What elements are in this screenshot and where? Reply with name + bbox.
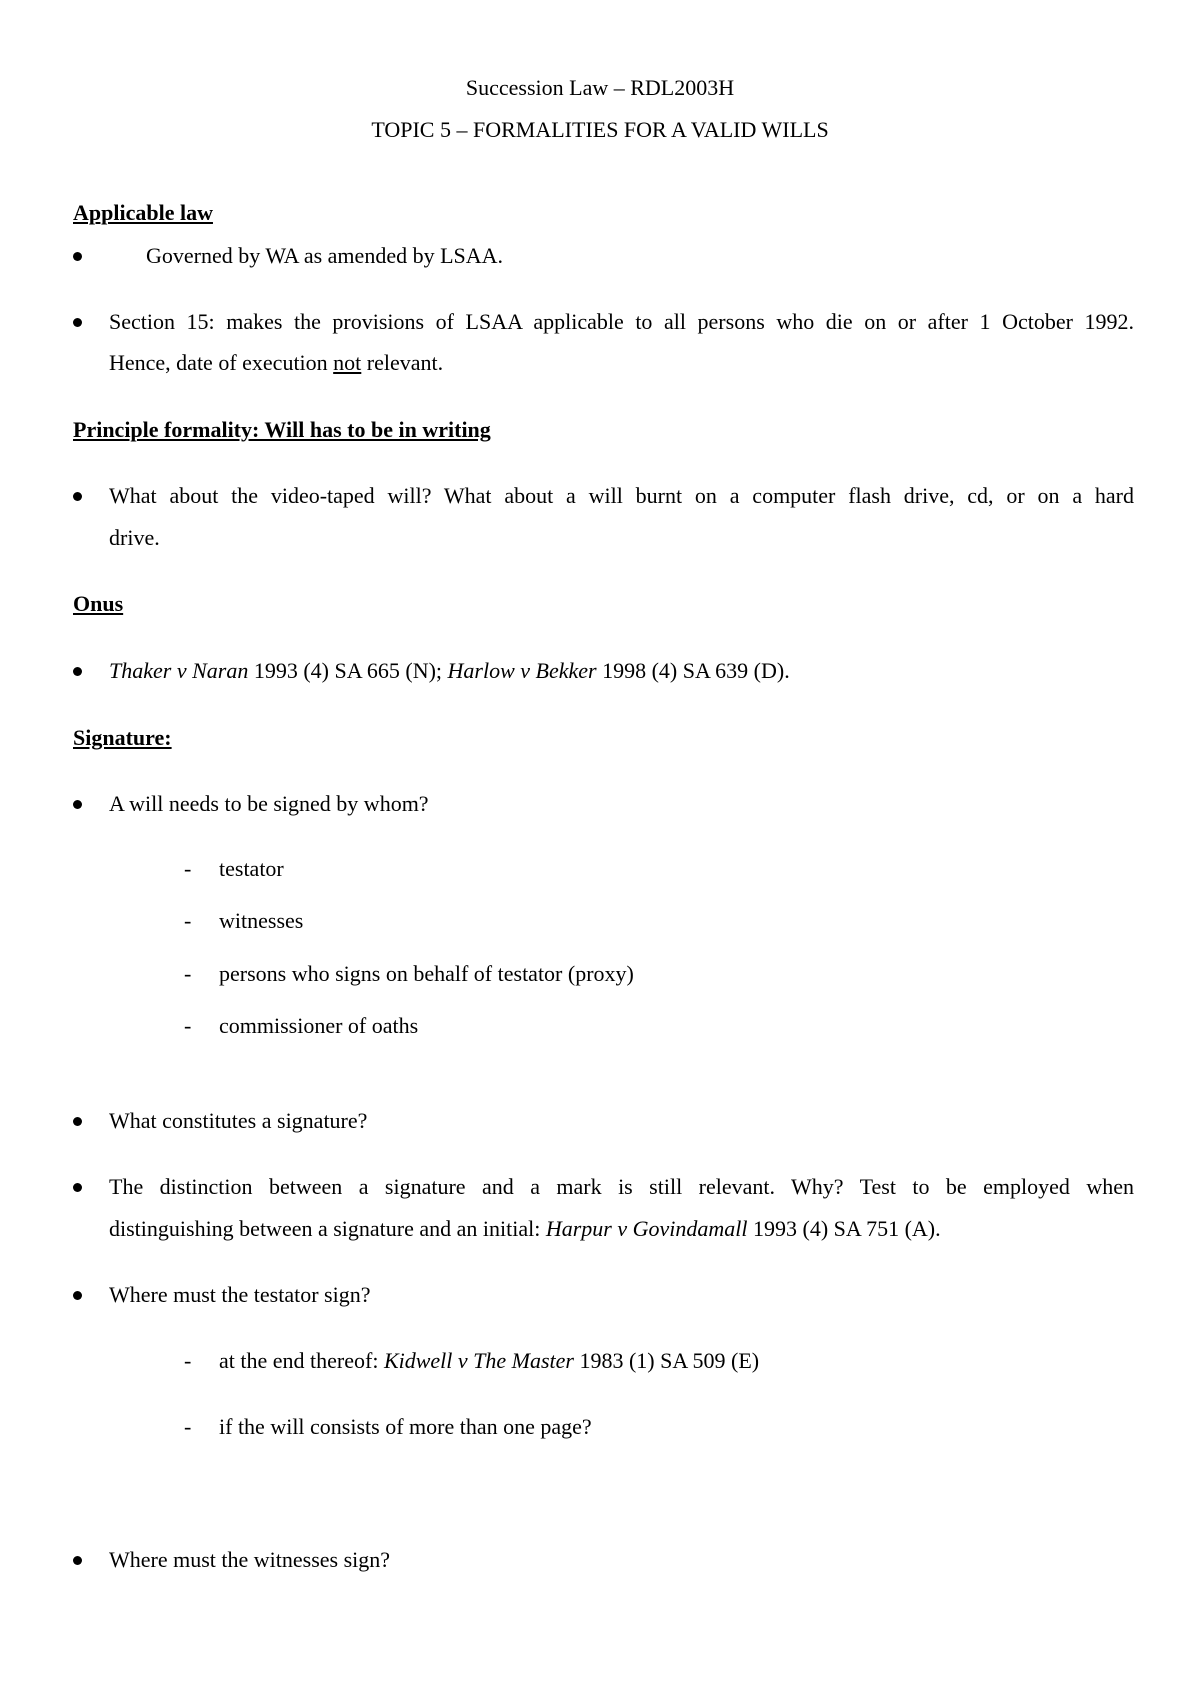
topic-title: TOPIC 5 – FORMALITIES FOR A VALID WILLS (371, 117, 829, 142)
bullet-icon (73, 492, 82, 501)
section-15-underlined: not (333, 350, 362, 375)
cite-kidwell: 1983 (1) SA 509 (E) (573, 1348, 760, 1373)
case-harlow: Harlow v Bekker (447, 658, 597, 683)
bullet-icon (73, 1291, 82, 1300)
bullet-icon (73, 667, 82, 676)
distinction-text-a: distinguishing between a signature and an initial: (109, 1216, 546, 1241)
heading-onus: Onus (73, 591, 124, 616)
dash-marker: - (184, 1414, 192, 1439)
dash-marker: - (184, 908, 192, 933)
bullet-icon (73, 252, 82, 261)
section-15-text-b: relevant. (361, 350, 444, 375)
heading-signature: Signature: (73, 725, 172, 750)
end-thereof-text: at the end thereof: (219, 1348, 384, 1373)
bullet-icon (73, 800, 82, 809)
heading-applicable-law: Applicable law (73, 200, 213, 225)
bullet-video-will-line1: What about the video-taped will? What about a will burnt on a computer flash drive, cd, or on a hard (109, 483, 1134, 508)
case-thaker: Thaker v Naran (109, 658, 249, 683)
sub-item-commissioner: commissioner of oaths (219, 1013, 419, 1038)
sub-item-witnesses: witnesses (219, 908, 304, 933)
dash-marker: - (184, 856, 192, 881)
case-harpur: Harpur v Govindamall (545, 1216, 748, 1241)
sub-item-testator: testator (219, 856, 284, 881)
sub-item-more-than-one-page: if the will consists of more than one page? (219, 1414, 592, 1439)
bullet-testator-sign: Where must the testator sign? (109, 1282, 371, 1307)
cite-harpur: 1993 (4) SA 751 (A). (747, 1216, 941, 1241)
cite-thaker: 1993 (4) SA 665 (N); (248, 658, 448, 683)
course-title: Succession Law – RDL2003H (465, 75, 735, 100)
sub-item-end-thereof (219, 1350, 759, 1372)
bullet-distinction-line1: The distinction between a signature and a mark is still relevant. Why? Test to be employed when (109, 1174, 1134, 1199)
bullet-icon (73, 1556, 82, 1565)
dash-marker: - (184, 1348, 192, 1373)
heading-principle-formality: Principle formality: Will has to be in writing (73, 417, 491, 442)
dash-marker: - (184, 961, 192, 986)
dash-marker: - (184, 1013, 192, 1038)
sub-item-proxy: persons who signs on behalf of testator (proxy) (219, 961, 634, 986)
bullet-section-15-line1: Section 15: makes the provisions of LSAA applicable to all persons who die on or after 1 October 1992. (109, 309, 1134, 334)
bullet-signed-by-whom: A will needs to be signed by whom? (109, 791, 429, 816)
case-kidwell: Kidwell v The Master (383, 1348, 574, 1373)
bullet-governed-by: Governed by WA as amended by LSAA. (146, 243, 504, 268)
bullet-icon (73, 1117, 82, 1126)
bullet-what-constitutes: What constitutes a signature? (109, 1108, 368, 1133)
bullet-icon (73, 1183, 82, 1192)
bullet-icon (73, 318, 82, 327)
bullet-witnesses-sign: Where must the witnesses sign? (109, 1547, 391, 1572)
section-15-text-a: Hence, date of execution (109, 350, 334, 375)
bullet-section-15-line2 (109, 352, 443, 374)
bullet-video-will-line2: drive. (109, 525, 160, 550)
cite-harlow: 1998 (4) SA 639 (D). (596, 658, 790, 683)
bullet-distinction-line2 (109, 1218, 941, 1240)
bullet-onus-cases (109, 660, 790, 682)
